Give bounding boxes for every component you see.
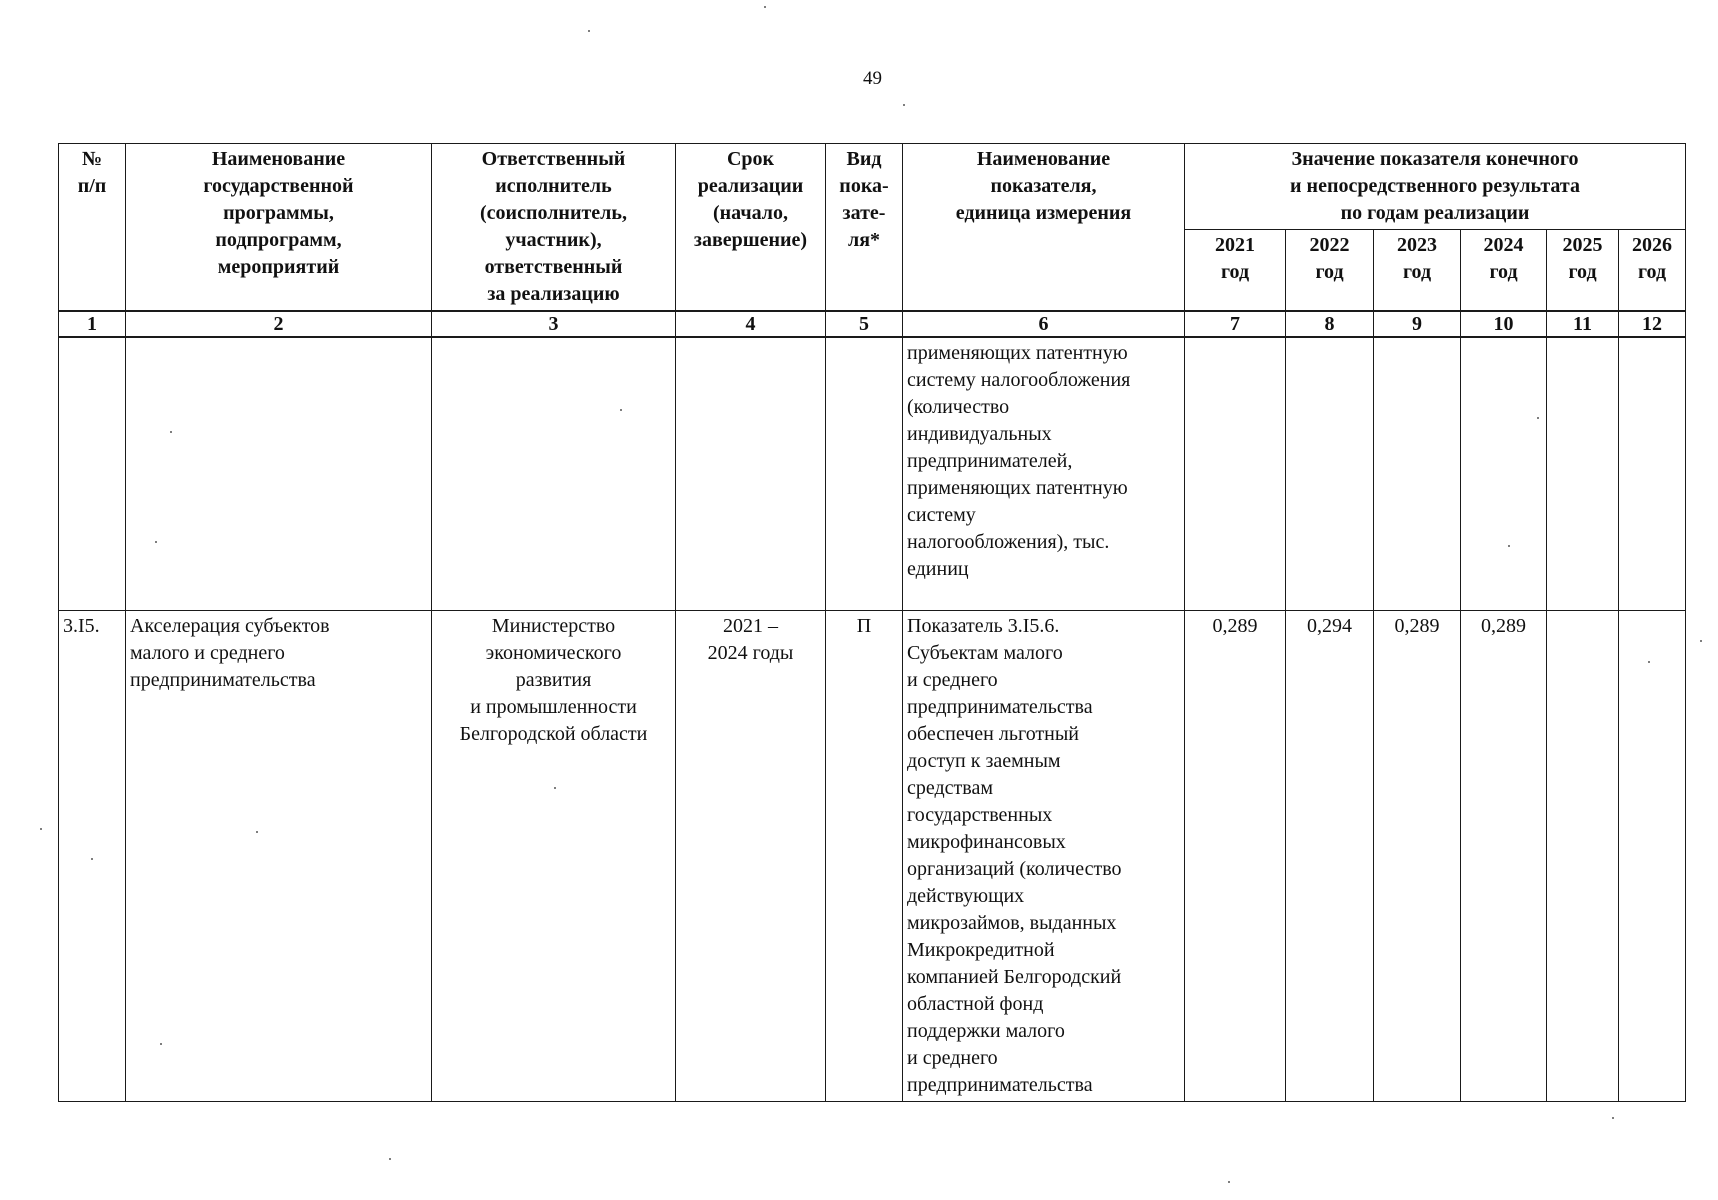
column-number: 11 bbox=[1547, 311, 1619, 337]
scan-speck bbox=[1700, 640, 1702, 642]
cell-value-2024: 0,289 bbox=[1461, 611, 1547, 1102]
column-number: 2 bbox=[126, 311, 432, 337]
cell-term bbox=[676, 337, 826, 611]
column-number: 5 bbox=[826, 311, 903, 337]
scan-speck bbox=[1228, 1181, 1230, 1183]
column-number-row bbox=[59, 311, 1686, 337]
cell-program-name: Акселерация субъектов малого и среднего предпринимательства bbox=[126, 611, 432, 1102]
column-number: 8 bbox=[1286, 311, 1374, 337]
scan-speck bbox=[554, 787, 556, 789]
table-row bbox=[59, 337, 1686, 611]
indicator-table bbox=[58, 143, 1686, 1102]
column-number: 7 bbox=[1185, 311, 1286, 337]
cell-value-2026 bbox=[1619, 337, 1686, 611]
scan-speck bbox=[91, 858, 93, 860]
scan-speck bbox=[903, 104, 905, 106]
cell-indicator-name: применяющих патентную систему налогообложения (количество индивидуальных предпринимателей, применяющих патентную систему налогообложения), тыс. единиц bbox=[903, 337, 1185, 611]
header-year-2025: 2025 год bbox=[1547, 230, 1619, 312]
column-number: 6 bbox=[903, 311, 1185, 337]
header-year-2023: 2023 год bbox=[1374, 230, 1461, 312]
scan-speck bbox=[389, 1158, 391, 1160]
header-program-name: Наименование государственной программы, подпрограмм, мероприятий bbox=[126, 144, 432, 312]
column-number: 1 bbox=[59, 311, 126, 337]
cell-executor: Министерство экономического развития и промышленности Белгородской области bbox=[432, 611, 676, 1102]
cell-value-2023 bbox=[1374, 337, 1461, 611]
scan-speck bbox=[40, 828, 42, 830]
scan-speck bbox=[620, 409, 622, 411]
header-year-2026: 2026 год bbox=[1619, 230, 1686, 312]
cell-indicator-type bbox=[826, 337, 903, 611]
cell-value-2026 bbox=[1619, 611, 1686, 1102]
header-indicator-type: Вид пока- зате- ля* bbox=[826, 144, 903, 312]
cell-value-2025 bbox=[1547, 611, 1619, 1102]
cell-indicator-type: П bbox=[826, 611, 903, 1102]
page-number: 49 bbox=[863, 68, 882, 89]
header-year-2022: 2022 год bbox=[1286, 230, 1374, 312]
column-number: 12 bbox=[1619, 311, 1686, 337]
column-number: 4 bbox=[676, 311, 826, 337]
cell-value-2021 bbox=[1185, 337, 1286, 611]
column-number: 10 bbox=[1461, 311, 1547, 337]
scan-speck bbox=[155, 541, 157, 543]
cell-value-2022: 0,294 bbox=[1286, 611, 1374, 1102]
header-indicator-name: Наименование показателя, единица измерения bbox=[903, 144, 1185, 312]
scan-speck bbox=[170, 431, 172, 433]
scan-speck bbox=[588, 30, 590, 32]
cell-no bbox=[59, 337, 126, 611]
table-row bbox=[59, 611, 1686, 1102]
column-number: 3 bbox=[432, 311, 676, 337]
cell-value-2022 bbox=[1286, 337, 1374, 611]
scan-speck bbox=[1612, 1117, 1614, 1119]
scan-speck bbox=[1648, 661, 1650, 663]
cell-value-2023: 0,289 bbox=[1374, 611, 1461, 1102]
cell-value-2024 bbox=[1461, 337, 1547, 611]
scan-speck bbox=[1508, 545, 1510, 547]
header-executor: Ответственный исполнитель (соисполнитель, участник), ответственный за реализацию bbox=[432, 144, 676, 312]
cell-value-2025 bbox=[1547, 337, 1619, 611]
header-row bbox=[59, 144, 1686, 230]
cell-program-name bbox=[126, 337, 432, 611]
header-term: Срок реализации (начало, завершение) bbox=[676, 144, 826, 312]
header-no: № п/п bbox=[59, 144, 126, 312]
cell-no: 3.I5. bbox=[59, 611, 126, 1102]
column-number: 9 bbox=[1374, 311, 1461, 337]
scan-speck bbox=[1537, 417, 1539, 419]
scan-speck bbox=[764, 6, 766, 8]
cell-value-2021: 0,289 bbox=[1185, 611, 1286, 1102]
header-year-2021: 2021 год bbox=[1185, 230, 1286, 312]
header-year-2024: 2024 год bbox=[1461, 230, 1547, 312]
cell-term: 2021 – 2024 годы bbox=[676, 611, 826, 1102]
header-values-by-year: Значение показателя конечного и непосредственного результата по годам реализации bbox=[1185, 144, 1686, 230]
scan-speck bbox=[256, 831, 258, 833]
cell-executor bbox=[432, 337, 676, 611]
cell-indicator-name: Показатель 3.I5.6. Субъектам малого и среднего предпринимательства обеспечен льготный доступ к заемным средствам государственных микрофинансовых организаций (количество действующих микрозаймов, выданных Микрокредитной компанией Белгородский областной фонд поддержки малого и среднего предпринимательства bbox=[903, 611, 1185, 1102]
scan-speck bbox=[160, 1043, 162, 1045]
